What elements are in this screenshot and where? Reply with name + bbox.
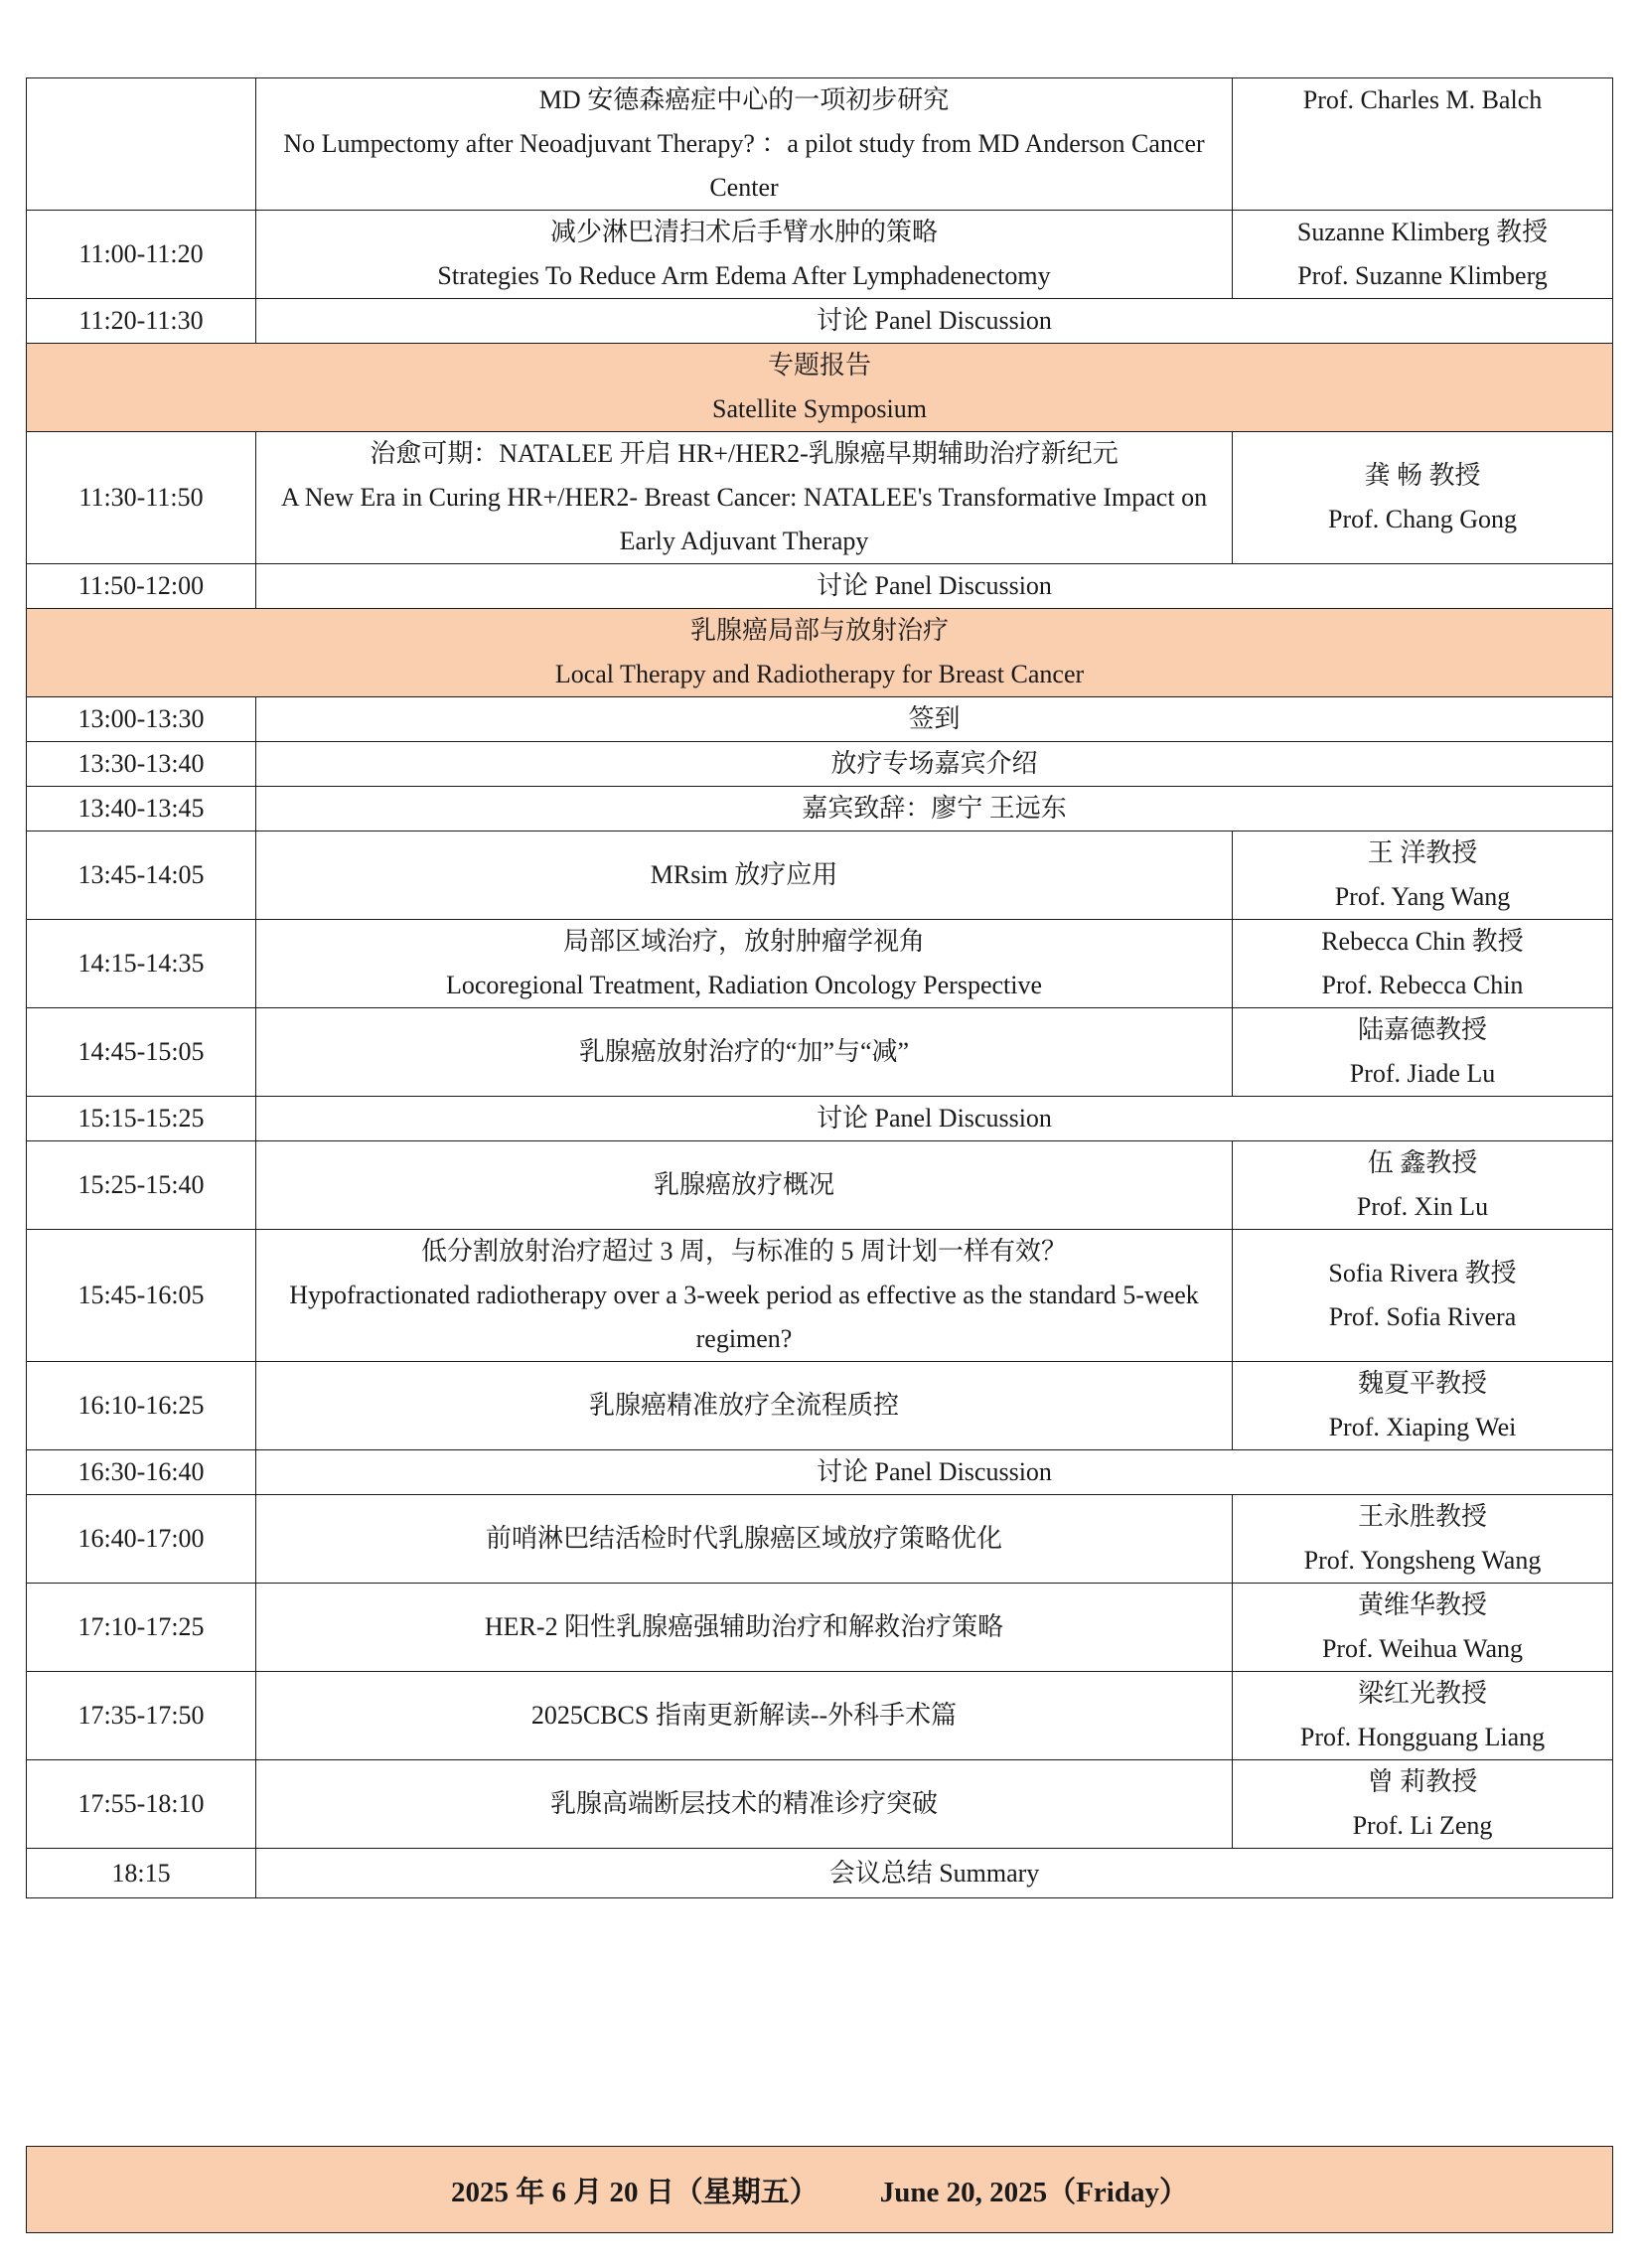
speaker-en: Prof. Yongsheng Wang bbox=[1303, 1546, 1542, 1575]
speaker-cell bbox=[1233, 1362, 1613, 1450]
time-cell: 14:15-14:35 bbox=[27, 920, 256, 1008]
speaker-zh: 王永胜教授 bbox=[1357, 1502, 1487, 1531]
speaker-zh: Sofia Rivera 教授 bbox=[1328, 1259, 1517, 1287]
speaker-cell bbox=[1233, 1141, 1613, 1230]
time-cell: 16:40-17:00 bbox=[27, 1495, 256, 1584]
section-header-cell bbox=[27, 609, 1613, 697]
time-cell: 13:45-14:05 bbox=[27, 832, 256, 920]
schedule-row bbox=[27, 920, 1613, 1008]
time-cell: 17:35-17:50 bbox=[27, 1672, 256, 1760]
topic-en: Strategies To Reduce Arm Edema After Lymphadenectomy bbox=[437, 261, 1051, 290]
date-en: June 20, 2025（Friday） bbox=[879, 2176, 1188, 2208]
speaker-cell bbox=[1233, 1584, 1613, 1672]
topic-cell bbox=[256, 1672, 1233, 1760]
speaker-en: Prof. Sofia Rivera bbox=[1328, 1302, 1517, 1331]
topic-zh: 乳腺高端断层技术的精准诊疗突破 bbox=[549, 1789, 938, 1818]
speaker-en: Prof. Weihua Wang bbox=[1321, 1634, 1524, 1663]
date-zh: 2025 年 6 月 20 日（星期五） bbox=[451, 2176, 819, 2208]
session-cell: 放疗专场嘉宾介绍 bbox=[256, 742, 1613, 787]
topic-en: A New Era in Curing HR+/HER2- Breast Cancer: NATALEE's Transformative Impact on Early Adjuvant Therapy bbox=[280, 483, 1208, 555]
date-banner bbox=[26, 2146, 1613, 2233]
topic-en: No Lumpectomy after Neoadjuvant Therapy? ：a pilot study from MD Anderson Cancer Center bbox=[283, 129, 1205, 202]
speaker-en: Prof. Rebecca Chin bbox=[1321, 971, 1524, 999]
topic-cell bbox=[256, 211, 1233, 299]
time-cell: 15:45-16:05 bbox=[27, 1230, 256, 1362]
schedule-row bbox=[27, 1230, 1613, 1362]
time-cell: 13:40-13:45 bbox=[27, 787, 256, 832]
speaker-cell bbox=[1233, 920, 1613, 1008]
schedule-row bbox=[27, 697, 1613, 742]
topic-zh: 局部区域治疗，放射肿瘤学视角 bbox=[562, 927, 925, 956]
speaker-zh: 曾 莉教授 bbox=[1367, 1767, 1478, 1796]
speaker-cell bbox=[1233, 1230, 1613, 1362]
topic-zh: 前哨淋巴结活检时代乳腺癌区域放疗策略优化 bbox=[485, 1524, 1002, 1553]
topic-zh: 低分割放射治疗超过 3 周，与标准的 5 周计划一样有效？ bbox=[420, 1237, 1067, 1266]
schedule-row bbox=[27, 211, 1613, 299]
section-title-en: Satellite Symposium bbox=[712, 394, 927, 423]
schedule-body bbox=[27, 78, 1613, 1898]
section-title-zh: 乳腺癌局部与放射治疗 bbox=[689, 616, 949, 645]
schedule-row bbox=[27, 1008, 1613, 1097]
topic-cell bbox=[256, 1495, 1233, 1584]
speaker-cell bbox=[1233, 1672, 1613, 1760]
speaker-en: Prof. Suzanne Klimberg bbox=[1297, 261, 1548, 290]
session-cell: 讨论 Panel Discussion bbox=[256, 299, 1613, 344]
schedule-row bbox=[27, 432, 1613, 564]
topic-zh: 2025CBCS 指南更新解读--外科手术篇 bbox=[530, 1701, 958, 1730]
session-cell: 会议总结 Summary bbox=[256, 1849, 1613, 1898]
speaker-cell bbox=[1233, 1495, 1613, 1584]
topic-zh: 乳腺癌精准放疗全流程质控 bbox=[588, 1391, 899, 1420]
topic-cell bbox=[256, 432, 1233, 564]
session-cell: 签到 bbox=[256, 697, 1613, 742]
speaker-cell bbox=[1233, 211, 1613, 299]
speaker-zh: Suzanne Klimberg 教授 bbox=[1296, 218, 1549, 246]
topic-cell bbox=[256, 1008, 1233, 1097]
speaker-en: Prof. Yang Wang bbox=[1334, 882, 1511, 911]
speaker-zh: 梁红光教授 bbox=[1357, 1679, 1487, 1708]
schedule-row bbox=[27, 1760, 1613, 1849]
topic-zh: 减少淋巴清扫术后手臂水肿的策略 bbox=[549, 218, 938, 246]
schedule-row bbox=[27, 1450, 1613, 1495]
time-cell: 16:10-16:25 bbox=[27, 1362, 256, 1450]
time-cell: 16:30-16:40 bbox=[27, 1450, 256, 1495]
speaker-cell bbox=[1233, 1008, 1613, 1097]
schedule-table bbox=[26, 77, 1613, 1898]
schedule-row bbox=[27, 1495, 1613, 1584]
section-title-en: Local Therapy and Radiotherapy for Breast Cancer bbox=[554, 660, 1085, 688]
schedule-row bbox=[27, 1849, 1613, 1898]
topic-cell bbox=[256, 1141, 1233, 1230]
speaker-en: Prof. Jiade Lu bbox=[1349, 1059, 1496, 1088]
speaker-zh: 伍 鑫教授 bbox=[1367, 1148, 1478, 1177]
schedule-row bbox=[27, 1584, 1613, 1672]
speaker-cell bbox=[1233, 832, 1613, 920]
schedule-row bbox=[27, 1672, 1613, 1760]
schedule-row bbox=[27, 787, 1613, 832]
topic-cell bbox=[256, 1584, 1233, 1672]
section-row bbox=[27, 344, 1613, 432]
time-cell: 15:15-15:25 bbox=[27, 1097, 256, 1141]
speaker-zh: 陆嘉德教授 bbox=[1357, 1015, 1487, 1044]
session-cell: 讨论 Panel Discussion bbox=[256, 1097, 1613, 1141]
session-cell: 讨论 Panel Discussion bbox=[256, 1450, 1613, 1495]
section-header-cell bbox=[27, 344, 1613, 432]
time-cell: 11:00-11:20 bbox=[27, 211, 256, 299]
topic-cell bbox=[256, 1230, 1233, 1362]
session-cell: 讨论 Panel Discussion bbox=[256, 564, 1613, 609]
topic-zh: MD 安德森癌症中心的一项初步研究 bbox=[538, 85, 950, 114]
speaker-zh: 龚 畅 教授 bbox=[1364, 461, 1481, 490]
time-cell: 11:30-11:50 bbox=[27, 432, 256, 564]
speaker-en: Prof. Xiaping Wei bbox=[1328, 1413, 1517, 1441]
time-cell: 14:45-15:05 bbox=[27, 1008, 256, 1097]
speaker-cell bbox=[1233, 78, 1613, 211]
speaker-cell bbox=[1233, 1760, 1613, 1849]
topic-zh: HER-2 阳性乳腺癌强辅助治疗和解救治疗策略 bbox=[484, 1612, 1004, 1641]
topic-cell bbox=[256, 1362, 1233, 1450]
speaker-en: Prof. Charles M. Balch bbox=[1302, 85, 1543, 114]
schedule-row bbox=[27, 1362, 1613, 1450]
speaker-cell bbox=[1233, 432, 1613, 564]
speaker-en: Prof. Xin Lu bbox=[1356, 1192, 1489, 1221]
time-cell: 17:10-17:25 bbox=[27, 1584, 256, 1672]
time-cell: 15:25-15:40 bbox=[27, 1141, 256, 1230]
time-cell: 11:50-12:00 bbox=[27, 564, 256, 609]
schedule-row bbox=[27, 832, 1613, 920]
topic-en: Hypofractionated radiotherapy over a 3-week period as effective as the standard 5-week regimen? bbox=[289, 1281, 1199, 1353]
speaker-zh: Rebecca Chin 教授 bbox=[1321, 927, 1524, 956]
section-row bbox=[27, 609, 1613, 697]
speaker-en: Prof. Li Zeng bbox=[1352, 1811, 1493, 1840]
topic-zh: 乳腺癌放射治疗的“加”与“减” bbox=[578, 1037, 910, 1066]
time-cell: 13:30-13:40 bbox=[27, 742, 256, 787]
topic-zh: 乳腺癌放疗概况 bbox=[653, 1170, 834, 1199]
schedule-row bbox=[27, 299, 1613, 344]
schedule-row bbox=[27, 78, 1613, 211]
section-title-zh: 专题报告 bbox=[767, 351, 871, 379]
topic-zh: 治愈可期：NATALEE 开启 HR+/HER2-乳腺癌早期辅助治疗新纪元 bbox=[370, 439, 1119, 468]
topic-en: Locoregional Treatment, Radiation Oncology Perspective bbox=[445, 971, 1043, 999]
topic-cell bbox=[256, 1760, 1233, 1849]
time-cell bbox=[27, 78, 256, 211]
schedule-row bbox=[27, 1141, 1613, 1230]
schedule-row bbox=[27, 564, 1613, 609]
time-cell: 13:00-13:30 bbox=[27, 697, 256, 742]
topic-cell bbox=[256, 832, 1233, 920]
speaker-zh: 黄维华教授 bbox=[1357, 1590, 1487, 1619]
speaker-en: Prof. Chang Gong bbox=[1328, 505, 1517, 533]
speaker-zh: 王 洋教授 bbox=[1367, 838, 1478, 867]
time-cell: 17:55-18:10 bbox=[27, 1760, 256, 1849]
time-cell: 18:15 bbox=[27, 1849, 256, 1898]
schedule-row bbox=[27, 742, 1613, 787]
speaker-en: Prof. Hongguang Liang bbox=[1299, 1723, 1546, 1751]
time-cell: 11:20-11:30 bbox=[27, 299, 256, 344]
topic-zh: MRsim 放疗应用 bbox=[650, 860, 838, 889]
topic-cell bbox=[256, 78, 1233, 211]
topic-cell bbox=[256, 920, 1233, 1008]
schedule-row bbox=[27, 1097, 1613, 1141]
session-cell: 嘉宾致辞：廖宁 王远东 bbox=[256, 787, 1613, 832]
speaker-zh: 魏夏平教授 bbox=[1357, 1369, 1487, 1398]
